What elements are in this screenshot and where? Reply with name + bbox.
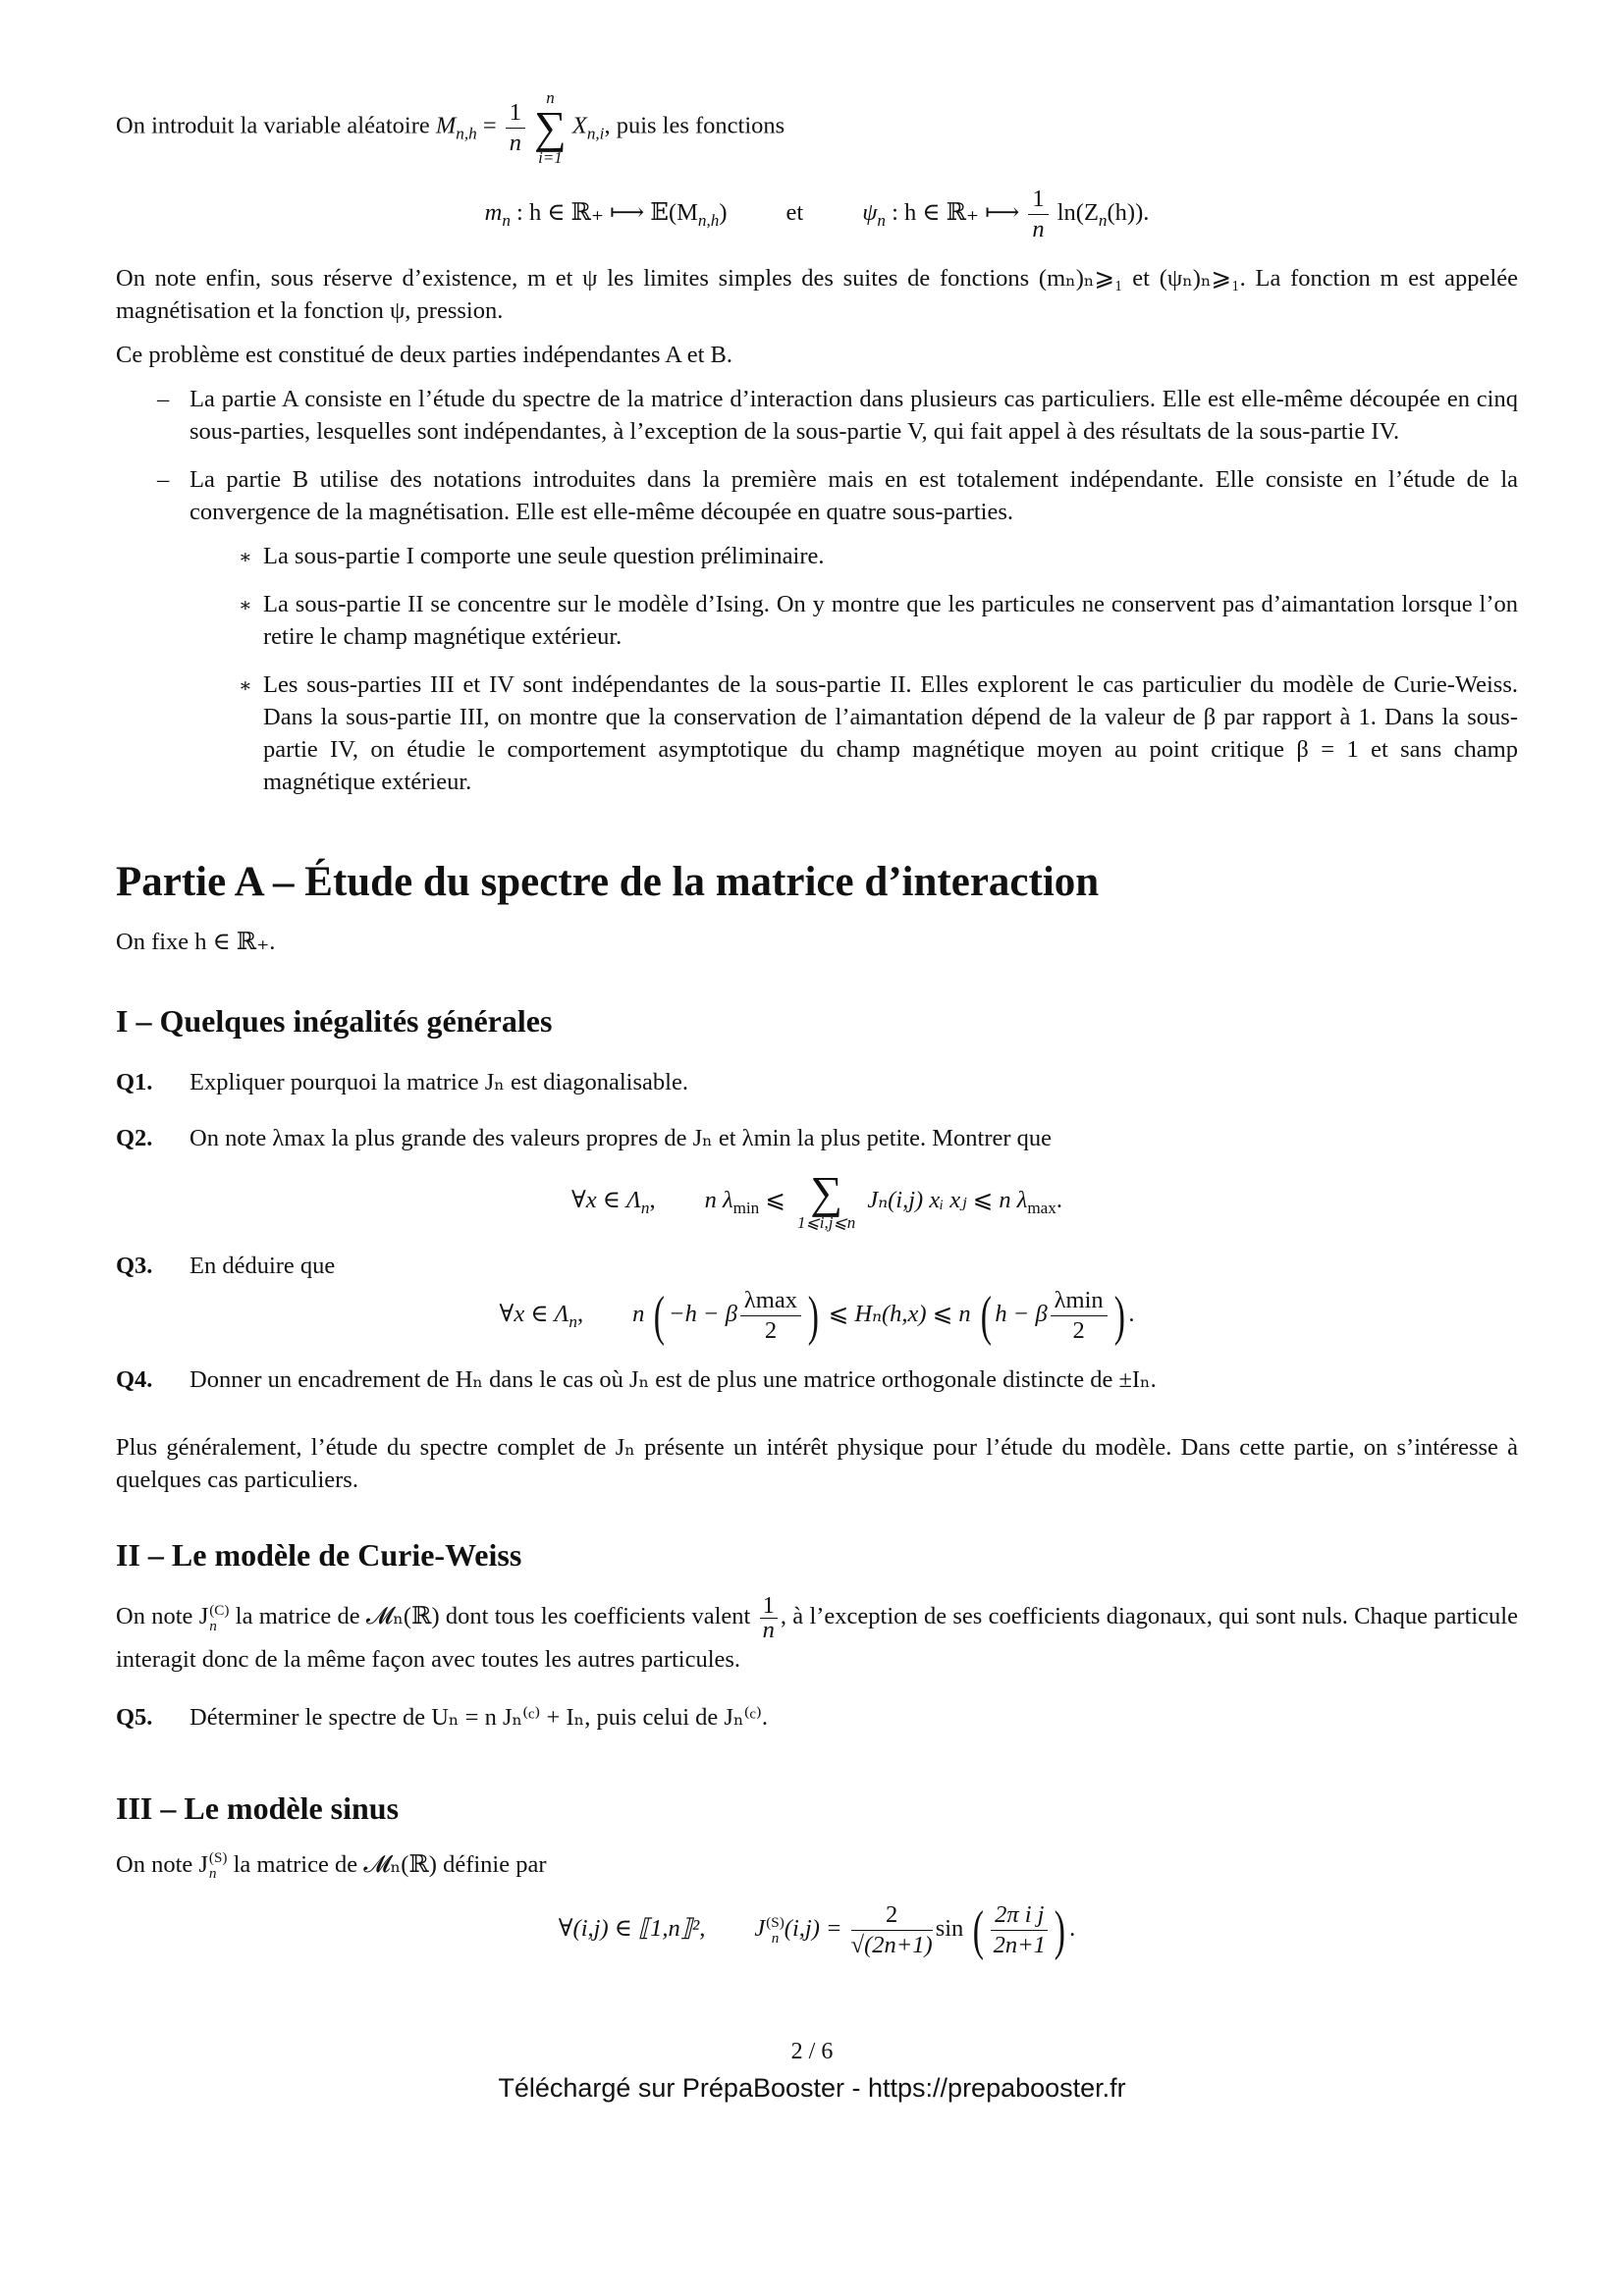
text: la matrice de 𝓜ₙ(ℝ) dont tous les coefficients valent <box>229 1603 757 1630</box>
sin-function: sin <box>935 1915 964 1943</box>
psi-end-sub: n <box>1098 211 1108 231</box>
j-indices <box>209 1603 229 1634</box>
frac-num: 1 <box>760 1594 778 1619</box>
frac-num: λmax <box>740 1286 801 1316</box>
paragraph-general: Plus généralement, l’étude du spectre complet de Jₙ présente un intérêt physique pour l’étude du modèle. Dans cette partie, on s’intéresse à quelques cas particuliers. <box>116 1434 1518 1493</box>
superscript-s: (S) <box>208 1849 228 1867</box>
list-item <box>116 383 1518 448</box>
et-word: et <box>785 199 804 227</box>
lambda-max-fraction <box>740 1286 801 1346</box>
period: . <box>1056 1187 1062 1214</box>
paragraph-limits: On note enfin, sous réserve d’existence, m et ψ les limites simples des suites de fonctions (mₙ)ₙ⩾₁ et (ψₙ)ₙ⩾₁. La fonction m est appelée magnétisation et la fonction ψ, pression. <box>116 265 1518 324</box>
x-subscript: n,i <box>586 124 605 143</box>
j-indices <box>766 1915 785 1947</box>
fraction-1-over-n <box>506 98 525 158</box>
question-label: Q5. <box>116 1704 153 1731</box>
functions-formula <box>116 185 1518 244</box>
superscript-c: (C) <box>209 1601 230 1619</box>
sum-symbol: ∑ 1⩽i,j⩽n <box>797 1167 856 1232</box>
left-inner: −h − β <box>669 1301 737 1328</box>
min-sub: min <box>732 1199 760 1218</box>
subscript-n: n <box>208 1865 217 1883</box>
document-page <box>116 0 1518 1960</box>
q2-formula: ∀x ∈ $\Lambda_n$, n $\lambda_{min}$ ⩽ ∑ 1⩽i,j⩽n Jₙ(i,j) xᵢ xⱼ ⩽ n $\lambda_{max}$. <box>571 1167 1062 1232</box>
frac-den: 2n+1 <box>993 1932 1046 1958</box>
paragraph-curie-weiss <box>116 1594 1518 1678</box>
page-number: 2 / 6 <box>790 2039 834 2064</box>
frac-num: 1 <box>506 98 525 129</box>
subscript-n: n <box>209 1617 217 1634</box>
star-bullet: ∗ <box>239 547 252 568</box>
frac-num: 2 <box>851 1900 933 1931</box>
download-notice: Téléchargé sur PrépaBooster - https://prepabooster.fr <box>498 2073 1126 2103</box>
question-q4 <box>116 1363 1518 1396</box>
list-item-text: La partie B utilise des notations introduites dans la première mais en est totalement indépendante. Elle consiste en l’étude de la convergence de la magnétisation. Elle est elle-même découpée en quatre sous-parties. <box>189 466 1518 525</box>
frac-den: 2 <box>764 1317 778 1344</box>
mn-name: m <box>484 199 503 227</box>
equals: = <box>476 112 503 139</box>
hamiltonian: Hₙ(h,x) <box>854 1301 927 1328</box>
question-text: Expliquer pourquoi la matrice Jₙ est diagonalisable. <box>189 1069 688 1095</box>
psi-end: ln(Z <box>1051 199 1099 227</box>
sub-list-item <box>116 588 1518 653</box>
section-3-title: III – Le modèle sinus <box>116 1790 400 1826</box>
text: On note J <box>116 1603 209 1630</box>
psi-frac-num: 1 <box>1028 185 1048 215</box>
question-label: Q4. <box>116 1366 153 1393</box>
lambda-sub: n <box>640 1199 650 1218</box>
sinus-formula: ∀(i,j) ∈ ⟦1,n⟧², J (S) n (i,j) = $\frac{2}{√(2n+1)}$ sin ( $\frac{\text{2π i j}}{2n+1}$ ) . <box>558 1899 1076 1961</box>
sub-list-item-text: La sous-partie I comporte une seule question préliminaire. <box>263 543 825 569</box>
superscript-s: (S) <box>766 1913 785 1931</box>
leq-symbol: ⩽ <box>828 1301 849 1328</box>
question-text: Déterminer le spectre de Uₙ = n Jₙ⁽ᶜ⁾ + Iₙ, puis celui de Jₙ⁽ᶜ⁾. <box>189 1704 768 1731</box>
mn-map-end: ) <box>719 199 728 227</box>
psi-name: ψ <box>862 199 878 227</box>
mn-map-sub: n,h <box>697 211 720 231</box>
frac-num: 2π i j <box>991 1900 1048 1931</box>
mn-map: : h ∈ ℝ₊ ⟼ 𝔼(M <box>510 199 698 227</box>
psi-sub: n <box>877 211 886 231</box>
m-variable: M <box>435 112 457 139</box>
sub-list-item <box>116 668 1518 798</box>
leq-symbol: ⩽ <box>932 1301 953 1328</box>
question-q2 <box>116 1122 1518 1154</box>
forall-ij: ∀(i,j) ∈ ⟦1,n⟧², <box>558 1915 706 1943</box>
question-label: Q1. <box>116 1069 153 1095</box>
dash-bullet: – <box>157 386 170 412</box>
psi-map: : h ∈ ℝ₊ ⟼ <box>886 199 1026 227</box>
j-symbol: J <box>754 1915 766 1943</box>
frac-num: λmin <box>1051 1286 1108 1316</box>
max-sub: max <box>1027 1199 1056 1218</box>
frac-den: √(2n+1) <box>850 1932 933 1958</box>
frac-den: n <box>509 129 522 156</box>
right-inner: h − β <box>995 1301 1048 1328</box>
lambda-min-fraction <box>1051 1286 1108 1346</box>
coefficient-fraction <box>851 1900 933 1960</box>
leq-symbol: ⩽ <box>765 1187 785 1214</box>
q3-formula: ∀x ∈ $\Lambda_n$, n ( −h − β $\frac{\lambda\max}{2}$ ) ⩽ Hₙ(h,x) ⩽ n ( h − β $\frac{\lambda\min}{2}$ ) . <box>499 1285 1135 1347</box>
question-text: On note λmax la plus grande des valeurs propres de Jₙ et λmin la plus petite. Montrer que <box>189 1125 1053 1151</box>
text: On note J <box>116 1851 208 1878</box>
part-a-fix: On fixe h ∈ ℝ₊. <box>116 929 276 955</box>
intro-text-end: , puis les fonctions <box>604 112 785 139</box>
question-q3 <box>116 1250 1518 1282</box>
forall-x: ∀x ∈ Λ <box>499 1301 569 1328</box>
question-q5 <box>116 1701 1518 1734</box>
leq-symbol: ⩽ <box>972 1187 994 1214</box>
n-factor: n <box>958 1301 971 1328</box>
sum-symbol: n ∑ i=1 <box>534 88 567 167</box>
section-2-title: II – Le modèle de Curie-Weiss <box>116 1537 522 1573</box>
fraction-1-over-n <box>760 1594 778 1642</box>
intro-line <box>116 88 1518 167</box>
sum-top: n <box>546 88 555 107</box>
star-bullet: ∗ <box>239 595 252 616</box>
lambda-sub: n <box>568 1312 577 1332</box>
sum-term: Jₙ(i,j) xᵢ xⱼ <box>867 1187 967 1214</box>
question-text: En déduire que <box>189 1253 336 1279</box>
sub-list-item-text: La sous-partie II se concentre sur le modèle d’Ising. On y montre que les particules ne conservent pas d’aimantation lorsque l’on retire le champ magnétique extérieur. <box>263 591 1518 650</box>
sub-list-item <box>116 540 1518 572</box>
question-label: Q2. <box>116 1125 153 1151</box>
text: , à l’exception de ses coefficients diagonaux, qui sont nuls. Chaque particule interagit donc de la même façon avec toutes les autres particules. <box>116 1603 1518 1673</box>
sum-bottom: 1⩽i,j⩽n <box>797 1213 856 1232</box>
sin-argument-fraction <box>991 1900 1048 1960</box>
period: . <box>1069 1915 1076 1943</box>
x-variable: X <box>571 112 587 139</box>
overview-list <box>116 383 1518 798</box>
question-text: Donner un encadrement de Hₙ dans le cas où Jₙ est de plus une matrice orthogonale distincte de ±Iₙ. <box>189 1366 1157 1393</box>
intro-text: On introduit la variable aléatoire <box>116 112 436 139</box>
frac-den: n <box>762 1617 775 1643</box>
frac-den: 2 <box>1072 1317 1085 1344</box>
n-lambda-max: n λ <box>999 1187 1028 1214</box>
forall-x: ∀x ∈ Λ <box>571 1187 641 1214</box>
mn-sub: n <box>502 211 511 231</box>
paragraph-sinus <box>116 1847 1518 1883</box>
list-item-text: La partie A consiste en l’étude du spectre de la matrice d’interaction dans plusieurs cas particuliers. Elle est elle-même découpée en cinq sous-parties, lesquelles sont indépendantes, à l’exception de la sous-partie V, qui fait appel à des résultats de la sous-partie IV. <box>189 386 1518 445</box>
question-label: Q3. <box>116 1253 153 1279</box>
m-subscript: n,h <box>456 124 477 143</box>
part-a-title: Partie A – Étude du spectre de la matrice d’interaction <box>116 859 1100 905</box>
list-item <box>116 463 1518 528</box>
dash-bullet: – <box>157 466 170 493</box>
psi-frac-den: n <box>1032 216 1045 242</box>
n-lambda-min: n λ <box>704 1187 733 1214</box>
psi-fraction <box>1028 185 1048 244</box>
question-q1 <box>116 1066 1518 1098</box>
n-factor: n <box>632 1301 645 1328</box>
sub-list-item-text: Les sous-parties III et IV sont indépendantes de la sous-partie II. Elles explorent le cas particulier du modèle de Curie-Weiss. Dans la sous-partie III, on montre que la conservation de l’aimantation dépend de la valeur de β par rapport à 1. Dans la sous-partie IV, on étudie le comportement asymptotique du champ magnétique moyen au point critique β = 1 et sans champ magnétique extérieur. <box>263 671 1518 795</box>
sum-bottom: i=1 <box>538 148 563 167</box>
paragraph-structure: Ce problème est constitué de deux parties indépendantes A et B. <box>116 342 732 368</box>
section-1-title: I – Quelques inégalités générales <box>116 1003 553 1039</box>
star-bullet: ∗ <box>239 675 252 697</box>
j-indices <box>209 1850 228 1882</box>
psi-end2: (h)). <box>1107 199 1150 227</box>
period: . <box>1128 1301 1135 1328</box>
text: la matrice de 𝓜ₙ(ℝ) définie par <box>227 1851 547 1878</box>
lhs-args: (i,j) = <box>784 1915 842 1943</box>
subscript-n: n <box>771 1929 780 1947</box>
